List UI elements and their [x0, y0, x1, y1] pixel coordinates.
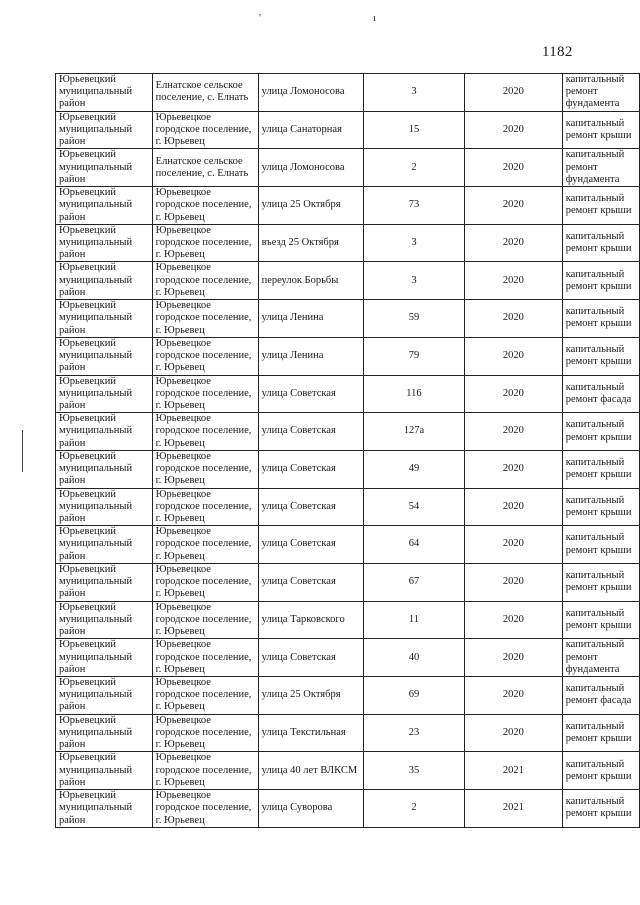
year-cell: 2020: [465, 375, 563, 413]
work-type-cell: капитальный ремонт крыши: [562, 450, 639, 488]
house-number-cell: 3: [363, 224, 464, 262]
table-row: [56, 413, 640, 451]
district-cell: Юрьевецкий муниципальный район: [56, 262, 153, 300]
street-cell: улица Ленина: [258, 337, 363, 375]
house-number-cell: 49: [363, 450, 464, 488]
house-number-cell: 2: [363, 149, 464, 187]
street-cell: улица 40 лет ВЛКСМ: [258, 752, 363, 790]
work-type-cell: капитальный ремонт фундамента: [562, 149, 639, 187]
house-number-cell: 15: [363, 111, 464, 149]
table-row: [56, 74, 640, 112]
year-cell: 2020: [465, 111, 563, 149]
street-cell: переулок Борьбы: [258, 262, 363, 300]
year-cell: 2020: [465, 563, 563, 601]
work-type-cell: капитальный ремонт крыши: [562, 526, 639, 564]
district-cell: Юрьевецкий муниципальный район: [56, 563, 153, 601]
district-cell: Юрьевецкий муниципальный район: [56, 488, 153, 526]
work-type-cell: капитальный ремонт крыши: [562, 488, 639, 526]
work-type-cell: капитальный ремонт крыши: [562, 224, 639, 262]
house-number-cell: 11: [363, 601, 464, 639]
house-number-cell: 2: [363, 790, 464, 828]
street-cell: улица Ломоносова: [258, 149, 363, 187]
work-type-cell: капитальный ремонт крыши: [562, 563, 639, 601]
settlement-cell: Юрьевецкое городское поселение, г. Юрьевец: [152, 300, 258, 338]
district-cell: Юрьевецкий муниципальный район: [56, 337, 153, 375]
house-number-cell: 54: [363, 488, 464, 526]
house-number-cell: 79: [363, 337, 464, 375]
settlement-cell: Елнатское сельское поселение, с. Елнать: [152, 149, 258, 187]
year-cell: 2020: [465, 300, 563, 338]
street-cell: улица 25 Октября: [258, 677, 363, 715]
district-cell: Юрьевецкий муниципальный район: [56, 149, 153, 187]
table-row: [56, 375, 640, 413]
district-cell: Юрьевецкий муниципальный район: [56, 752, 153, 790]
settlement-cell: Юрьевецкое городское поселение, г. Юрьевец: [152, 790, 258, 828]
settlement-cell: Юрьевецкое городское поселение, г. Юрьевец: [152, 337, 258, 375]
settlement-cell: Юрьевецкое городское поселение, г. Юрьевец: [152, 375, 258, 413]
settlement-cell: Юрьевецкое городское поселение, г. Юрьевец: [152, 601, 258, 639]
house-number-cell: 67: [363, 563, 464, 601]
table-row: [56, 639, 640, 677]
year-cell: 2020: [465, 601, 563, 639]
year-cell: 2020: [465, 450, 563, 488]
table-row: [56, 149, 640, 187]
year-cell: 2021: [465, 752, 563, 790]
house-number-cell: 116: [363, 375, 464, 413]
house-number-cell: 40: [363, 639, 464, 677]
settlement-cell: Юрьевецкое городское поселение, г. Юрьевец: [152, 639, 258, 677]
settlement-cell: Юрьевецкое городское поселение, г. Юрьевец: [152, 413, 258, 451]
work-type-cell: капитальный ремонт крыши: [562, 413, 639, 451]
year-cell: 2020: [465, 677, 563, 715]
settlement-cell: Юрьевецкое городское поселение, г. Юрьевец: [152, 450, 258, 488]
house-number-cell: 23: [363, 714, 464, 752]
settlement-cell: Юрьевецкое городское поселение, г. Юрьевец: [152, 563, 258, 601]
table-row: [56, 111, 640, 149]
district-cell: Юрьевецкий муниципальный район: [56, 601, 153, 639]
street-cell: улица Советская: [258, 375, 363, 413]
settlement-cell: Юрьевецкое городское поселение, г. Юрьевец: [152, 488, 258, 526]
settlement-cell: Юрьевецкое городское поселение, г. Юрьевец: [152, 677, 258, 715]
scan-artifact-line: [22, 430, 23, 472]
table-row: [56, 563, 640, 601]
work-type-cell: капитальный ремонт крыши: [562, 111, 639, 149]
settlement-cell: Юрьевецкое городское поселение, г. Юрьевец: [152, 526, 258, 564]
table-row: [56, 526, 640, 564]
work-type-cell: капитальный ремонт крыши: [562, 601, 639, 639]
year-cell: 2020: [465, 149, 563, 187]
street-cell: улица Советская: [258, 639, 363, 677]
street-cell: улица Советская: [258, 526, 363, 564]
work-type-cell: капитальный ремонт крыши: [562, 300, 639, 338]
table-row: [56, 714, 640, 752]
district-cell: Юрьевецкий муниципальный район: [56, 224, 153, 262]
page-number: 1182: [542, 44, 573, 60]
year-cell: 2021: [465, 790, 563, 828]
street-cell: улица Тарковского: [258, 601, 363, 639]
street-cell: улица Суворова: [258, 790, 363, 828]
year-cell: 2020: [465, 262, 563, 300]
district-cell: Юрьевецкий муниципальный район: [56, 790, 153, 828]
table-row: [56, 790, 640, 828]
year-cell: 2020: [465, 714, 563, 752]
settlement-cell: Юрьевецкое городское поселение, г. Юрьевец: [152, 111, 258, 149]
district-cell: Юрьевецкий муниципальный район: [56, 74, 153, 112]
year-cell: 2020: [465, 526, 563, 564]
house-number-cell: 69: [363, 677, 464, 715]
table-row: [56, 677, 640, 715]
district-cell: Юрьевецкий муниципальный район: [56, 714, 153, 752]
street-cell: улица Советская: [258, 488, 363, 526]
table-row: [56, 300, 640, 338]
street-cell: улица Санаторная: [258, 111, 363, 149]
work-type-cell: капитальный ремонт крыши: [562, 752, 639, 790]
house-number-cell: 64: [363, 526, 464, 564]
year-cell: 2020: [465, 337, 563, 375]
street-cell: улица Ломоносова: [258, 74, 363, 112]
settlement-cell: Елнатское сельское поселение, с. Елнать: [152, 74, 258, 112]
settlement-cell: Юрьевецкое городское поселение, г. Юрьевец: [152, 714, 258, 752]
street-cell: улица 25 Октября: [258, 187, 363, 225]
settlement-cell: Юрьевецкое городское поселение, г. Юрьевец: [152, 262, 258, 300]
work-type-cell: капитальный ремонт крыши: [562, 187, 639, 225]
table-row: [56, 187, 640, 225]
table-row: [56, 450, 640, 488]
street-cell: улица Советская: [258, 413, 363, 451]
house-number-cell: 3: [363, 74, 464, 112]
year-cell: 2020: [465, 639, 563, 677]
table-row: [56, 224, 640, 262]
settlement-cell: Юрьевецкое городское поселение, г. Юрьевец: [152, 187, 258, 225]
year-cell: 2020: [465, 74, 563, 112]
year-cell: 2020: [465, 187, 563, 225]
district-cell: Юрьевецкий муниципальный район: [56, 450, 153, 488]
year-cell: 2020: [465, 224, 563, 262]
house-number-cell: 3: [363, 262, 464, 300]
housing-repair-table: [55, 73, 640, 828]
house-number-cell: 35: [363, 752, 464, 790]
work-type-cell: капитальный ремонт крыши: [562, 714, 639, 752]
district-cell: Юрьевецкий муниципальный район: [56, 300, 153, 338]
street-cell: улица Советская: [258, 450, 363, 488]
district-cell: Юрьевецкий муниципальный район: [56, 639, 153, 677]
street-cell: улица Ленина: [258, 300, 363, 338]
district-cell: Юрьевецкий муниципальный район: [56, 111, 153, 149]
year-cell: 2020: [465, 413, 563, 451]
table-row: [56, 752, 640, 790]
scan-mark: ı: [373, 12, 377, 24]
district-cell: Юрьевецкий муниципальный район: [56, 413, 153, 451]
street-cell: въезд 25 Октября: [258, 224, 363, 262]
settlement-cell: Юрьевецкое городское поселение, г. Юрьевец: [152, 752, 258, 790]
house-number-cell: 59: [363, 300, 464, 338]
street-cell: улица Текстильная: [258, 714, 363, 752]
district-cell: Юрьевецкий муниципальный район: [56, 187, 153, 225]
work-type-cell: капитальный ремонт фасада: [562, 375, 639, 413]
table-row: [56, 262, 640, 300]
year-cell: 2020: [465, 488, 563, 526]
table-row: [56, 601, 640, 639]
work-type-cell: капитальный ремонт крыши: [562, 790, 639, 828]
house-number-cell: 73: [363, 187, 464, 225]
work-type-cell: капитальный ремонт фундамента: [562, 74, 639, 112]
district-cell: Юрьевецкий муниципальный район: [56, 526, 153, 564]
street-cell: улица Советская: [258, 563, 363, 601]
work-type-cell: капитальный ремонт крыши: [562, 262, 639, 300]
house-number-cell: 127а: [363, 413, 464, 451]
district-cell: Юрьевецкий муниципальный район: [56, 677, 153, 715]
work-type-cell: капитальный ремонт фундамента: [562, 639, 639, 677]
table-row: [56, 337, 640, 375]
district-cell: Юрьевецкий муниципальный район: [56, 375, 153, 413]
table-row: [56, 488, 640, 526]
work-type-cell: капитальный ремонт крыши: [562, 337, 639, 375]
work-type-cell: капитальный ремонт фасада: [562, 677, 639, 715]
scan-mark: ʹ: [259, 12, 262, 24]
settlement-cell: Юрьевецкое городское поселение, г. Юрьевец: [152, 224, 258, 262]
